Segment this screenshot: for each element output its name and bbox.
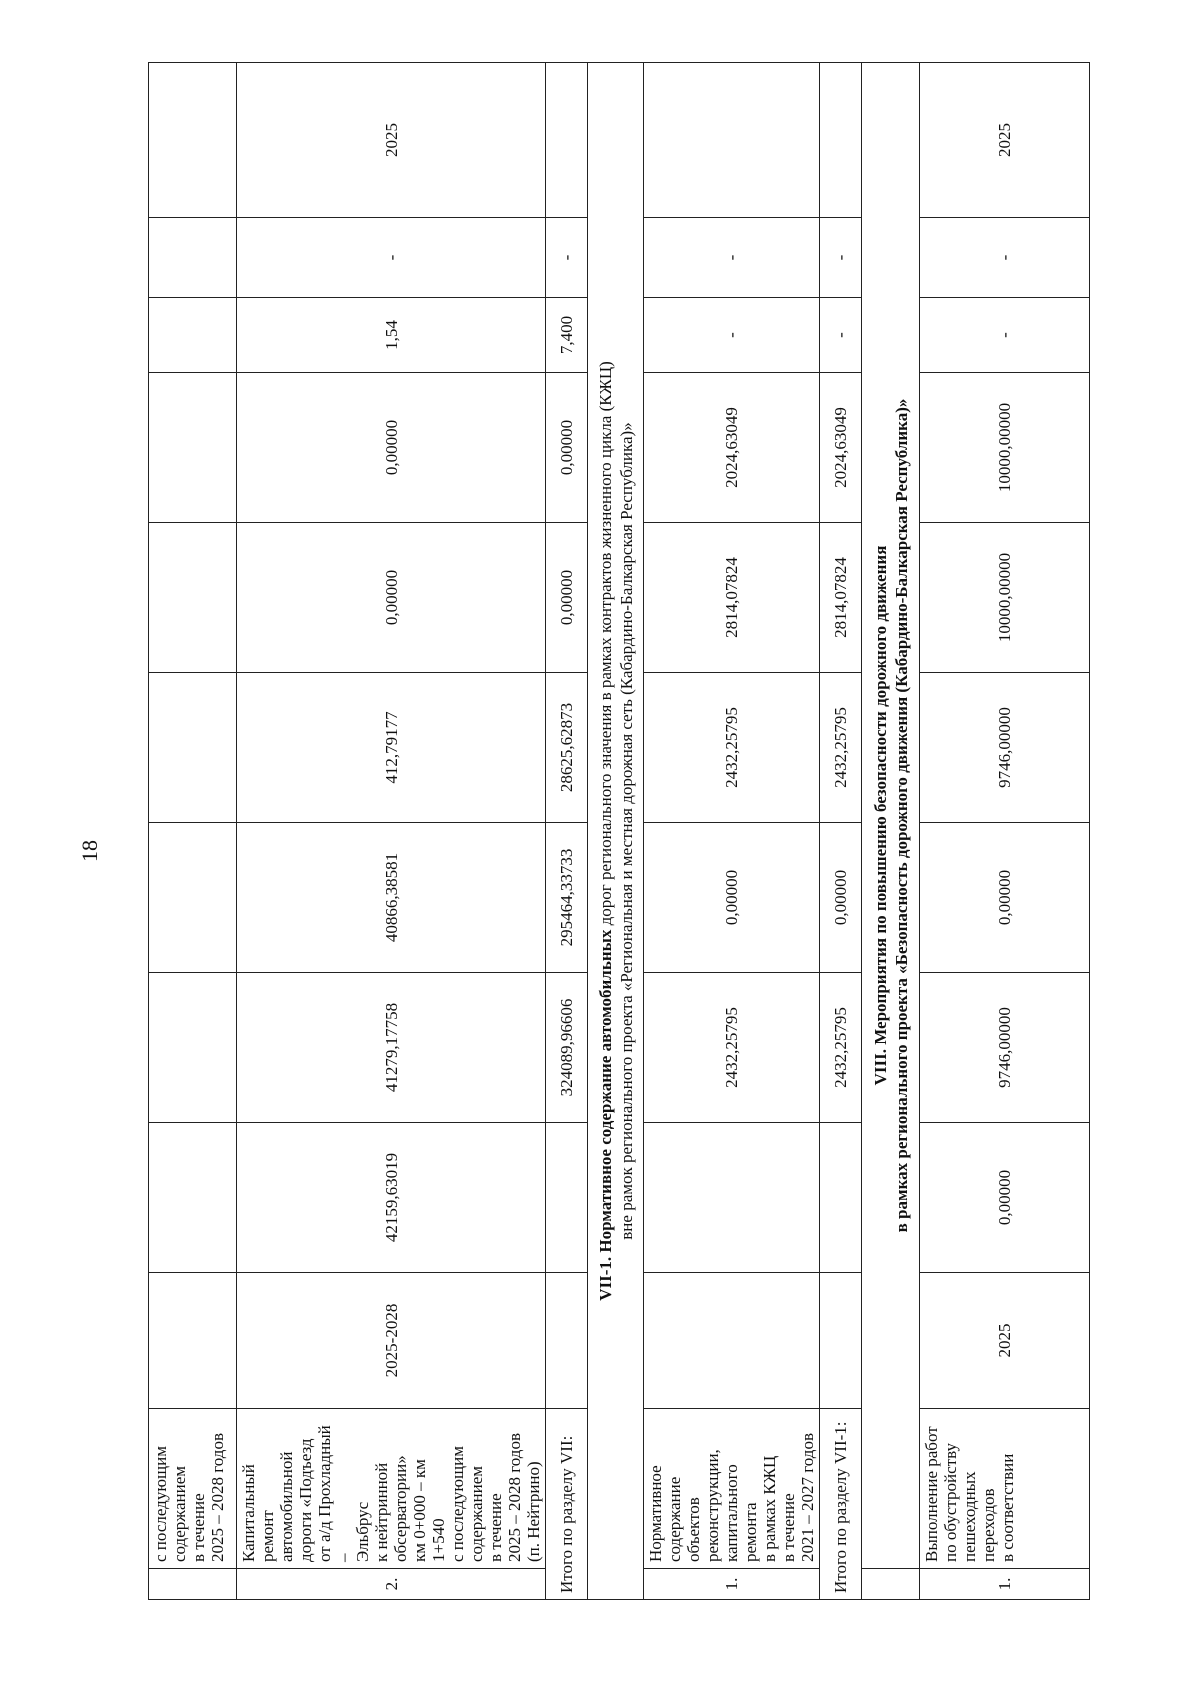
- value-cell: -: [644, 298, 820, 373]
- value-cell: 7,400: [546, 298, 588, 373]
- period-cell: 2025: [920, 1273, 1090, 1409]
- budget-table: [148, 62, 1090, 1600]
- value-cell: 10000,00000: [920, 373, 1090, 523]
- value-cell: 2025: [237, 63, 546, 218]
- section-viii-title: VIII. Мероприятия по повышению безопасности дорожного движения: [870, 545, 890, 1086]
- value-cell: -: [644, 218, 820, 298]
- row-number-cell: 1.: [644, 1569, 820, 1600]
- value-cell: 0,00000: [546, 523, 588, 673]
- period-cell: [149, 1273, 237, 1409]
- total-row: [820, 63, 862, 1600]
- item-name-cell: Капитальный ремонт автомобильной дороги «Подъезд от а/д Прохладный – Эльбрус к нейтринной обсерватории» км 0+000 – км 1+540 с последующим содержанием в течение 2025 – 2028 годов (п. Нейтрино): [237, 1409, 546, 1569]
- section-vii1-heading: [588, 63, 644, 1600]
- value-cell: 2024,63049: [644, 373, 820, 523]
- value-cell: 0,00000: [644, 823, 820, 973]
- value-cell: 2814,07824: [644, 523, 820, 673]
- table-row: [237, 63, 546, 1600]
- period-cell: [644, 1273, 820, 1409]
- value-cell: [149, 823, 237, 973]
- value-cell: -: [920, 218, 1090, 298]
- value-cell: 0,00000: [920, 1123, 1090, 1273]
- total-label: Итого по разделу VII-1:: [820, 1409, 862, 1600]
- value-cell: [149, 973, 237, 1123]
- section-vii1-title-bold: VII-1. Нормативное содержание автомобильных: [595, 929, 615, 1301]
- value-cell: 9746,00000: [920, 973, 1090, 1123]
- value-cell: [820, 63, 862, 218]
- value-cell: [149, 673, 237, 823]
- section-header-row: [862, 63, 920, 1600]
- section-vii1-title-rest: дорог регионального значения в рамках контрактов жизненного цикла (КЖЦ): [595, 361, 615, 930]
- table-row: [149, 63, 237, 1600]
- value-cell: 412,79177: [237, 673, 546, 823]
- value-cell: 42159,63019: [237, 1123, 546, 1273]
- value-cell: 0,00000: [546, 373, 588, 523]
- item-name-cell: Выполнение работ по обустройству пешеходных переходов в соответствии: [920, 1409, 1090, 1569]
- section-vii1-subtitle: вне рамок регионального проекта «Региональная и местная дорожная сеть (Кабардино-Балкарская Республика)»: [616, 422, 636, 1240]
- value-cell: [149, 373, 237, 523]
- value-cell: 10000,00000: [920, 523, 1090, 673]
- value-cell: -: [820, 218, 862, 298]
- value-cell: 0,00000: [920, 823, 1090, 973]
- value-cell: [149, 1123, 237, 1273]
- value-cell: 2025: [920, 63, 1090, 218]
- value-cell: 0,00000: [237, 523, 546, 673]
- value-cell: [644, 1123, 820, 1273]
- value-cell: 2432,25795: [820, 973, 862, 1123]
- period-cell: [546, 1273, 588, 1409]
- item-name-cell: с последующим содержанием в течение 2025 – 2028 годов: [149, 1409, 237, 1569]
- value-cell: -: [920, 298, 1090, 373]
- value-cell: 1,54: [237, 298, 546, 373]
- value-cell: 40866,38581: [237, 823, 546, 973]
- value-cell: [644, 63, 820, 218]
- value-cell: 2814,07824: [820, 523, 862, 673]
- period-cell: 2025-2028: [237, 1273, 546, 1409]
- value-cell: -: [546, 218, 588, 298]
- value-cell: [546, 1123, 588, 1273]
- value-cell: 0,00000: [820, 823, 862, 973]
- value-cell: 2432,25795: [644, 673, 820, 823]
- value-cell: -: [237, 218, 546, 298]
- value-cell: [546, 63, 588, 218]
- value-cell: 28625,62873: [546, 673, 588, 823]
- row-number-cell: [149, 1569, 237, 1600]
- value-cell: 9746,00000: [920, 673, 1090, 823]
- period-cell: [820, 1273, 862, 1409]
- item-name-cell: Нормативное содержание объектов реконструкции, капитального ремонта в рамках КЖЦ в течение 2021 – 2027 годов: [644, 1409, 820, 1569]
- row-number-cell: 1.: [920, 1569, 1090, 1600]
- value-cell: 2024,63049: [820, 373, 862, 523]
- value-cell: 295464,33733: [546, 823, 588, 973]
- table-row: [644, 63, 820, 1600]
- value-cell: [149, 63, 237, 218]
- value-cell: [820, 1123, 862, 1273]
- value-cell: 41279,17758: [237, 973, 546, 1123]
- section-header-row: [588, 63, 644, 1600]
- section-viii-subtitle: в рамках регионального проекта «Безопасность дорожного движения (Кабардино-Балкарская Республика)»: [891, 398, 911, 1233]
- row-number-cell: 2.: [237, 1569, 546, 1600]
- total-row: [546, 63, 588, 1600]
- value-cell: [149, 218, 237, 298]
- value-cell: 2432,25795: [644, 973, 820, 1123]
- value-cell: [149, 523, 237, 673]
- value-cell: 324089,96606: [546, 973, 588, 1123]
- total-label: Итого по разделу VII:: [546, 1409, 588, 1600]
- section-viii-heading: [862, 63, 920, 1569]
- value-cell: [149, 298, 237, 373]
- empty-cell: [862, 1569, 920, 1600]
- page-number: 18: [77, 840, 102, 862]
- value-cell: 2432,25795: [820, 673, 862, 823]
- value-cell: -: [820, 298, 862, 373]
- rotated-table-wrapper: [148, 63, 1048, 1600]
- value-cell: 0,00000: [237, 373, 546, 523]
- table-row: [920, 63, 1090, 1600]
